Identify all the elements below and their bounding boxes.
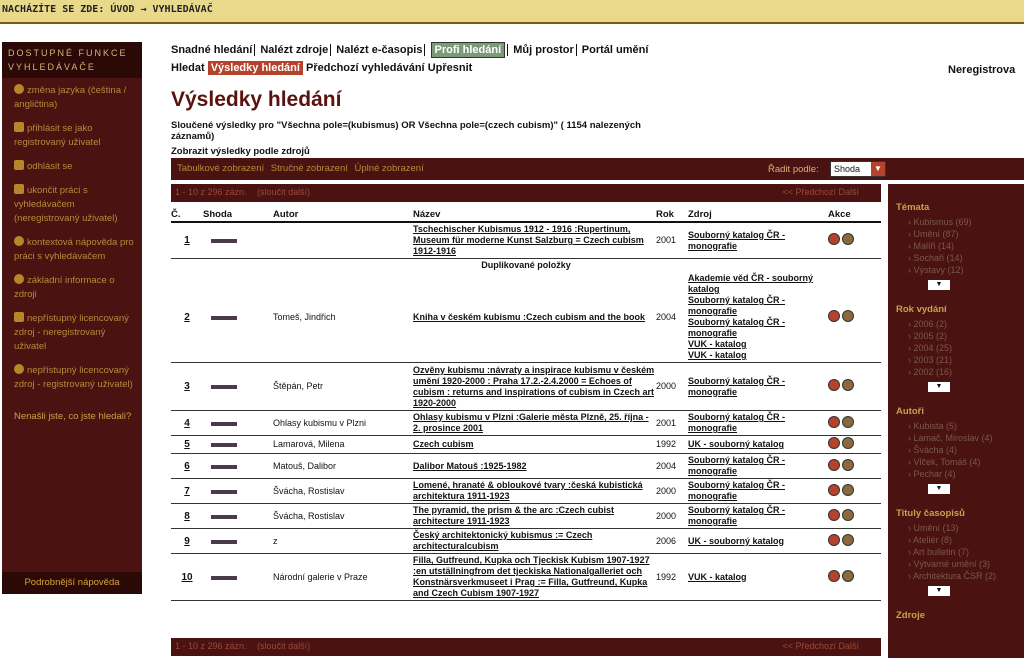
link-icon[interactable] (842, 437, 854, 449)
source-link[interactable]: Souborný katalog ČR - monografie (688, 363, 828, 411)
user-status: Neregistrova (948, 64, 1016, 76)
relevance-bar (211, 515, 237, 519)
row-number[interactable]: 1 (171, 222, 203, 259)
sidebar-item-logout[interactable]: odhlásit se (2, 154, 142, 178)
title-link[interactable]: Lomené, hranaté & obloukové tvary :česká kubistická architektura 1911-1923 (413, 479, 656, 504)
save-record-icon[interactable] (828, 509, 840, 521)
prev-next[interactable]: << Předchozí Další (782, 187, 859, 197)
actions-cell (828, 363, 881, 411)
author-cell: Švácha, Rostislav (273, 479, 413, 504)
pagination-bottom (171, 638, 881, 656)
facet-more-button[interactable]: ▼ (928, 484, 950, 494)
sidebar-item-help[interactable]: kontextová nápověda pro práci s vyhledávačem (14, 237, 134, 262)
show-by-source-link[interactable]: Zobrazit výsledky podle zdrojů (171, 146, 310, 157)
save-record-icon[interactable] (828, 534, 840, 546)
row-number[interactable]: 6 (171, 454, 203, 479)
year-cell: 2004 (656, 272, 688, 363)
relevance-bar (211, 576, 237, 580)
link-icon[interactable] (842, 484, 854, 496)
facet-group-title: Autoři (896, 406, 924, 417)
row-number[interactable]: 2 (171, 272, 203, 363)
relevance-cell (203, 222, 273, 259)
source-link[interactable]: Souborný katalog ČR - monografie (688, 479, 828, 504)
relevance-cell (203, 411, 273, 436)
facet-item[interactable]: › 2005 (2) (908, 331, 948, 341)
actions-cell (828, 272, 881, 363)
facet-item[interactable]: › Art bulletin (7) (908, 547, 970, 557)
facet-item[interactable]: › Ateliér (8) (908, 535, 953, 545)
table-row (171, 504, 881, 529)
year-cell: 1992 (656, 436, 688, 454)
nav-art-portal[interactable]: Portál umění (581, 44, 649, 56)
sidebar-header: DOSTUPNÉ FUNKCE VYHLEDÁVAČE (2, 42, 142, 78)
relevance-bar (211, 422, 237, 426)
facet-item[interactable]: › Sochaři (14) (908, 253, 963, 263)
source-link[interactable]: UK - souborný katalog (688, 436, 828, 454)
view-table[interactable]: Tabulkové zobrazení (177, 163, 265, 174)
result-range: 1 - 10 z 296 zázn. (175, 187, 247, 197)
col-source: Zdroj (688, 207, 828, 222)
facet-more-button[interactable]: ▼ (928, 280, 950, 290)
title-link[interactable]: Ohlasy kubismu v Plzni :Galerie města Plzně, 25. října - 2. prosince 2001 (413, 411, 656, 436)
facet-item[interactable]: › Výstavy (12) (908, 265, 964, 275)
col-year: Rok (656, 207, 688, 222)
link-icon[interactable] (842, 509, 854, 521)
relevance-cell (203, 272, 273, 363)
save-record-icon[interactable] (828, 416, 840, 428)
blocked-icon (14, 364, 24, 374)
table-row (171, 554, 881, 601)
sidebar (2, 42, 142, 594)
year-cell: 2004 (656, 454, 688, 479)
merge-link[interactable]: (sloučit další) (257, 187, 311, 197)
sort-label: Řadit podle: (768, 164, 819, 175)
facet-item[interactable]: › Umění (87) (908, 229, 959, 239)
facet-item[interactable]: › 2003 (21) (908, 355, 953, 365)
row-number[interactable]: 7 (171, 479, 203, 504)
table-row (171, 454, 881, 479)
relevance-bar (211, 316, 237, 320)
year-cell: 2000 (656, 504, 688, 529)
table-row (171, 222, 881, 259)
title-link[interactable]: Tschechischer Kubismus 1912 - 1916 :Rupertinum, Museum für moderne Kunst Salzburg = Czech cubism 1912-1916 (413, 222, 656, 259)
facet-item[interactable]: › Lamač, Miroslav (4) (908, 433, 993, 443)
row-number[interactable]: 9 (171, 529, 203, 554)
lock-icon (14, 160, 24, 170)
link-icon[interactable] (842, 459, 854, 471)
author-cell: Lamarová, Milena (273, 436, 413, 454)
author-cell: Štěpán, Petr (273, 363, 413, 411)
title-link[interactable]: Filla, Gutfreund, Kupka och Tjeckisk Kubism 1907-1927 :en utställningfrom det tjeckiska Nationalgalleriet och Konstnärsverkmuseet i Prag := Filla, Gutfreund, Kupka and Czech Cubism 1907-1927 (413, 554, 656, 601)
lock-icon (14, 122, 24, 132)
actions-cell (828, 529, 881, 554)
facet-group-title: Rok vydání (896, 304, 947, 315)
breadcrumb-bar (0, 0, 1024, 24)
sidebar-item-restricted-reg[interactable]: nepřístupný licencovaný zdroj - registrovaný uživatel) (14, 365, 133, 390)
table-row (171, 363, 881, 411)
facet-item[interactable]: › 2004 (25) (908, 343, 953, 353)
row-number[interactable]: 5 (171, 436, 203, 454)
col-relevance: Shoda (203, 207, 273, 222)
author-cell: z (273, 529, 413, 554)
facet-group-title: Témata (896, 202, 930, 213)
source-link[interactable]: UK - souborný katalog (688, 529, 828, 554)
nav-pro-search[interactable]: Profi hledání (431, 42, 506, 58)
relevance-cell (203, 436, 273, 454)
sub-nav (171, 62, 472, 74)
facet-item[interactable]: › Architektura ČSR (2) (908, 571, 997, 581)
title-link[interactable]: Český architektonický kubismus := Czech architecturalcubism (413, 529, 656, 554)
title-link[interactable]: Ozvěny kubismu :návraty a inspirace kubismu v českém umění 1920-2000 : Praha 17.2.-2.4.2000 = Echoes of cubism : returns and inspirations of cubism in Czech art 1920-2000 (413, 363, 656, 411)
source-link[interactable]: Souborný katalog ČR - monografie (688, 504, 828, 529)
actions-cell (828, 454, 881, 479)
actions-cell (828, 411, 881, 436)
relevance-bar (211, 443, 237, 447)
globe-icon (14, 84, 24, 94)
facet-item[interactable]: › 2006 (2) (908, 319, 948, 329)
link-icon[interactable] (842, 310, 854, 322)
col-title: Název (413, 207, 656, 222)
lock-icon (14, 312, 24, 322)
title-link[interactable]: Czech cubism (413, 436, 656, 454)
source-link[interactable]: Akademie věd ČR - souborný katalog Souborný katalog ČR - monografie Souborný katalog ČR - monografie VUK - katalog VUK - katalog (688, 272, 828, 363)
save-record-icon[interactable] (828, 233, 840, 245)
actions-cell (828, 504, 881, 529)
row-number[interactable]: 8 (171, 504, 203, 529)
facet-item[interactable]: › Umění (13) (908, 523, 959, 533)
link-icon[interactable] (842, 416, 854, 428)
facet-item[interactable]: › Kubista (5) (908, 421, 958, 431)
facet-more-button[interactable]: ▼ (928, 382, 950, 392)
author-cell: Švácha, Rostislav (273, 504, 413, 529)
relevance-cell (203, 529, 273, 554)
col-author: Autor (273, 207, 413, 222)
save-record-icon[interactable] (828, 484, 840, 496)
subnav-results[interactable]: Výsledky hledání (208, 61, 303, 75)
year-cell: 2000 (656, 363, 688, 411)
save-record-icon[interactable] (828, 459, 840, 471)
facet-item[interactable]: › Kubismus (69) (908, 217, 972, 227)
result-range: 1 - 10 z 296 zázn. (175, 641, 247, 651)
merge-link[interactable]: (sloučit další) (257, 641, 311, 651)
col-number: Č. (171, 207, 203, 222)
prev-next[interactable]: << Předchozí Další (782, 641, 859, 651)
facet-more-button[interactable]: ▼ (928, 586, 950, 596)
actions-cell (828, 436, 881, 454)
relevance-bar (211, 385, 237, 389)
save-record-icon[interactable] (828, 570, 840, 582)
duplicate-label: Duplikované položky (481, 260, 571, 270)
view-brief[interactable]: Stručné zobrazení (270, 163, 348, 174)
author-cell (273, 222, 413, 259)
relevance-bar (211, 490, 237, 494)
exit-icon (14, 184, 24, 194)
year-cell: 2001 (656, 222, 688, 259)
sidebar-item-restricted-unreg[interactable]: nepřístupný licencovaný zdroj - neregistrovaný uživatel (14, 313, 129, 352)
subnav-refine[interactable]: Upřesnit (427, 62, 473, 74)
title-link[interactable]: The pyramid, the prism & the arc :Czech cubist architecture 1911-1923 (413, 504, 656, 529)
results-summary: Sloučené výsledky pro "Všechna pole=(kubismus) OR Všechna pole=(czech cubism)" ( 1154 nalezených záznamů) (171, 120, 641, 142)
main-nav (171, 44, 648, 56)
actions-cell (828, 554, 881, 601)
link-icon[interactable] (842, 570, 854, 582)
sidebar-item-info[interactable]: základní informace o zdroji (14, 275, 115, 300)
sidebar-item-login[interactable]: přihlásit se jako registrovaný uživatel (14, 123, 101, 148)
breadcrumb: NACHÁZÍTE SE ZDE: ÚVOD → VYHLEDÁVAČ (2, 4, 213, 15)
facets-panel (888, 184, 1024, 658)
author-cell: Tomeš, Jindřich (273, 272, 413, 363)
sidebar-question: Nenašli jste, co jste hledali? (14, 411, 132, 422)
view-toolbar (171, 158, 1024, 180)
relevance-bar (211, 540, 237, 544)
facet-item[interactable]: › Vlček, Tomáš (4) (908, 457, 981, 467)
year-cell: 2001 (656, 411, 688, 436)
row-number[interactable]: 4 (171, 411, 203, 436)
save-record-icon[interactable] (828, 437, 840, 449)
source-link[interactable]: Souborný katalog ČR - monografie (688, 411, 828, 436)
relevance-cell (203, 363, 273, 411)
relevance-cell (203, 554, 273, 601)
sidebar-item-exit[interactable]: ukončit práci s vyhledávačem (neregistrovaný uživatel) (14, 185, 118, 224)
table-row (171, 272, 881, 363)
facet-item[interactable]: › Malíři (14) (908, 241, 955, 251)
sort-select[interactable]: Shoda ▼ (830, 161, 886, 177)
facet-item[interactable]: › Výtvarné umění (3) (908, 559, 991, 569)
facet-item[interactable]: › 2002 (16) (908, 367, 953, 377)
facet-group-title: Tituly časopisů (896, 508, 965, 519)
nav-my-space[interactable]: Můj prostor (513, 44, 574, 56)
relevance-bar (211, 465, 237, 469)
relevance-bar (211, 239, 237, 243)
detailed-help-link[interactable]: Podrobnější nápověda (2, 572, 142, 594)
source-link[interactable]: Souborný katalog ČR - monografie (688, 454, 828, 479)
table-row (171, 479, 881, 504)
duplicate-row (171, 259, 881, 273)
actions-cell (828, 222, 881, 259)
row-number[interactable]: 10 (171, 554, 203, 601)
chevron-down-icon: ▼ (871, 162, 885, 176)
author-cell: Národní galerie v Praze (273, 554, 413, 601)
nav-find-sources[interactable]: Nalézt zdroje (260, 44, 329, 56)
author-cell: Matouš, Dalibor (273, 454, 413, 479)
save-record-icon[interactable] (828, 379, 840, 391)
nav-easy-search[interactable]: Snadné hledání (171, 44, 253, 56)
info-icon (14, 274, 24, 284)
col-actions: Akce (828, 207, 881, 222)
results-table (171, 207, 881, 601)
title-link[interactable]: Dalibor Matouš :1925-1982 (413, 454, 656, 479)
author-cell: Ohlasy kubismu v Plzni (273, 411, 413, 436)
sidebar-item-language[interactable]: změna jazyka (čeština / angličtina) (14, 85, 127, 110)
table-row (171, 436, 881, 454)
facet-group-title: Zdroje (896, 610, 926, 621)
title-link[interactable]: Kniha v českém kubismu :Czech cubism and the book (413, 272, 656, 363)
source-link[interactable]: VUK - katalog (688, 554, 828, 601)
subnav-search[interactable]: Hledat (171, 62, 205, 74)
year-cell: 1992 (656, 554, 688, 601)
year-cell: 2000 (656, 479, 688, 504)
facet-item[interactable]: › Švácha (4) (908, 445, 958, 455)
relevance-cell (203, 454, 273, 479)
subnav-previous[interactable]: Předchozí vyhledávání (306, 62, 425, 74)
table-row (171, 411, 881, 436)
table-row (171, 529, 881, 554)
pagination-top (171, 184, 881, 202)
relevance-cell (203, 504, 273, 529)
actions-cell (828, 479, 881, 504)
source-link[interactable]: Souborný katalog ČR - monografie (688, 222, 828, 259)
link-icon[interactable] (842, 379, 854, 391)
nav-find-ejournal[interactable]: Nalézt e-časopis (336, 44, 423, 56)
save-record-icon[interactable] (828, 310, 840, 322)
facet-item[interactable]: › Pechar (4) (908, 469, 956, 479)
link-icon[interactable] (842, 233, 854, 245)
page-title: Výsledky hledání (171, 88, 342, 111)
view-full[interactable]: Úplné zobrazení (354, 163, 424, 174)
year-cell: 2006 (656, 529, 688, 554)
link-icon[interactable] (842, 534, 854, 546)
help-icon (14, 236, 24, 246)
row-number[interactable]: 3 (171, 363, 203, 411)
relevance-cell (203, 479, 273, 504)
